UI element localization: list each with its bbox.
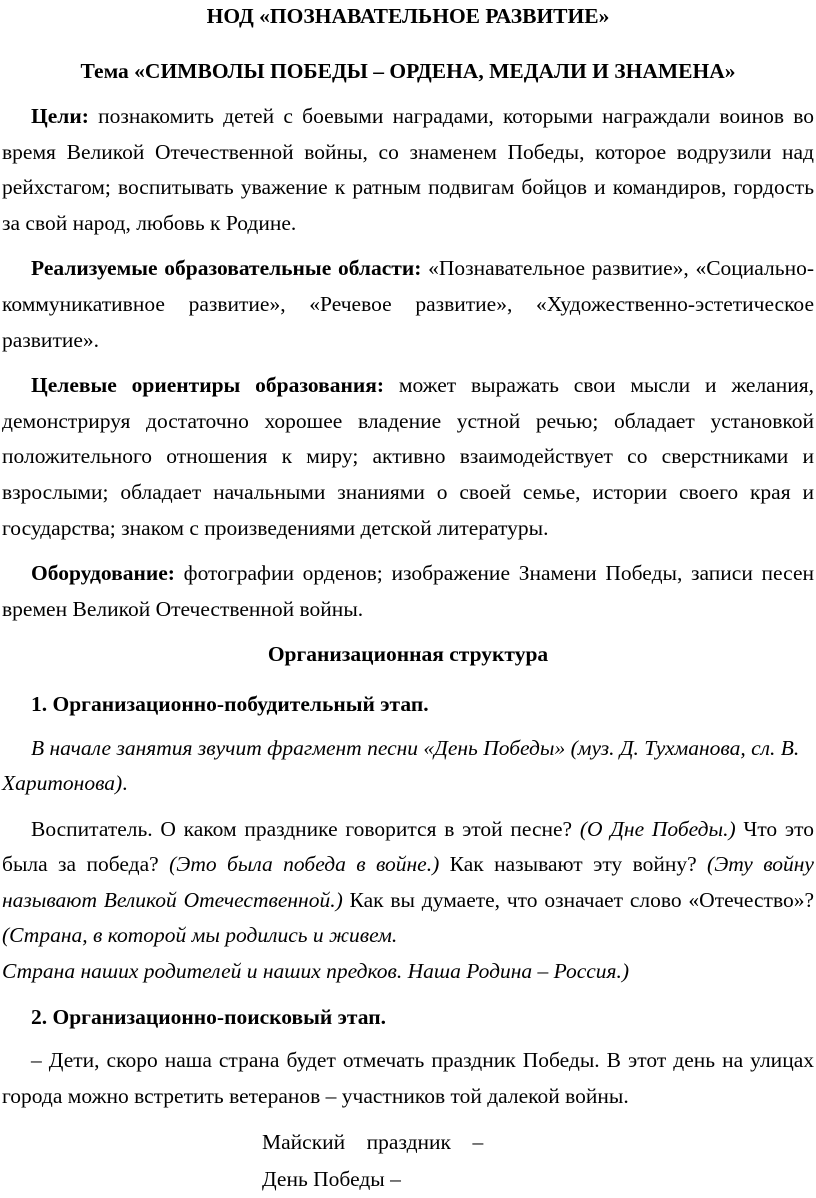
poem-line-1: Майский праздник –: [262, 1130, 484, 1155]
answer-3: (Эту войну называют Великой Отечественной.): [2, 852, 814, 912]
stage1-heading: 1. Организационно-побудительный этап.: [31, 691, 429, 716]
stage1-intro-text: В начале занятия звучит фрагмент песни «День Победы» (муз. Д. Тухманова, сл. В. Харитонова): [2, 735, 800, 796]
equipment-text: фотографии орденов; изображение Знамени Победы, записи песен времен Великой Отечественной войны.: [2, 561, 814, 621]
equipment-paragraph: [2, 556, 814, 627]
document-body: [2, 99, 814, 1198]
question-2: Что это была за победа?: [2, 816, 814, 877]
structure-heading: Организационная структура: [267, 642, 549, 667]
areas-text: «Познавательное развитие», «Социально-коммуникативное развитие», «Речевое развитие», «Художественно-эстетическое развитие».: [2, 256, 814, 352]
stage2-heading: 2. Организационно-поисковый этап.: [31, 1004, 386, 1029]
answer-4: (Страна, в которой мы родились и живем.: [2, 923, 398, 948]
stage1-dialogue: [2, 812, 814, 954]
goals-paragraph: [2, 99, 814, 241]
goals-label: Цели:: [31, 104, 89, 128]
question-1: Воспитатель. О каком празднике говорится в этой песне?: [31, 816, 580, 841]
targets-label: Целевые ориентиры образования:: [31, 373, 385, 398]
equipment-label: Оборудование:: [31, 561, 175, 586]
answer-2: (Это была победа в войне.): [169, 852, 440, 877]
question-3: Как называют эту войну?: [439, 852, 708, 877]
stage1-intro: [2, 731, 814, 802]
document-title: НОД «ПОЗНАВАТЕЛЬНОЕ РАЗВИТИЕ»: [206, 4, 610, 28]
areas-paragraph: [2, 251, 814, 358]
answer-4-continued: Страна наших родителей и наших предков. Наша Родина – Россия.): [2, 959, 630, 984]
poem: [262, 1124, 814, 1198]
stage1-intro-end: .: [122, 771, 128, 796]
targets-paragraph: [2, 368, 814, 546]
poem-line-2: День Победы –: [262, 1167, 401, 1192]
lesson-topic: Тема «СИМВОЛЫ ПОБЕДЫ – ОРДЕНА, МЕДАЛИ И ЗНАМЕНА»: [80, 59, 736, 83]
areas-label: Реализуемые образовательные области:: [31, 256, 422, 281]
question-4: Как вы думаете, что означает слово «Отечество»?: [342, 887, 814, 912]
goals-text: познакомить детей с боевыми наградами, которыми награждали воинов во время Великой Отечественной войны, со знаменем Победы, которое водрузили над рейхстагом; воспитывать уважение к ратным подвигам бойцов и командиров, гордость за свой народ, любовь к Родине.: [2, 104, 814, 235]
stage2-text: – Дети, скоро наша страна будет отмечать праздник Победы. В этот день на улицах города можно встретить ветеранов – участников той далекой войны.: [2, 1048, 814, 1108]
answer-1: (О Дне Победы.): [579, 816, 736, 841]
targets-text: может выражать свои мысли и желания, демонстрируя достаточно хорошее владение устной речью; обладает установкой положительного отношения к миру; активно взаимодействует со сверстниками и взрослыми; обладает начальными знаниями о своей семье, истории своего края и государства; знаком с произведениями детской литературы.: [2, 373, 814, 540]
